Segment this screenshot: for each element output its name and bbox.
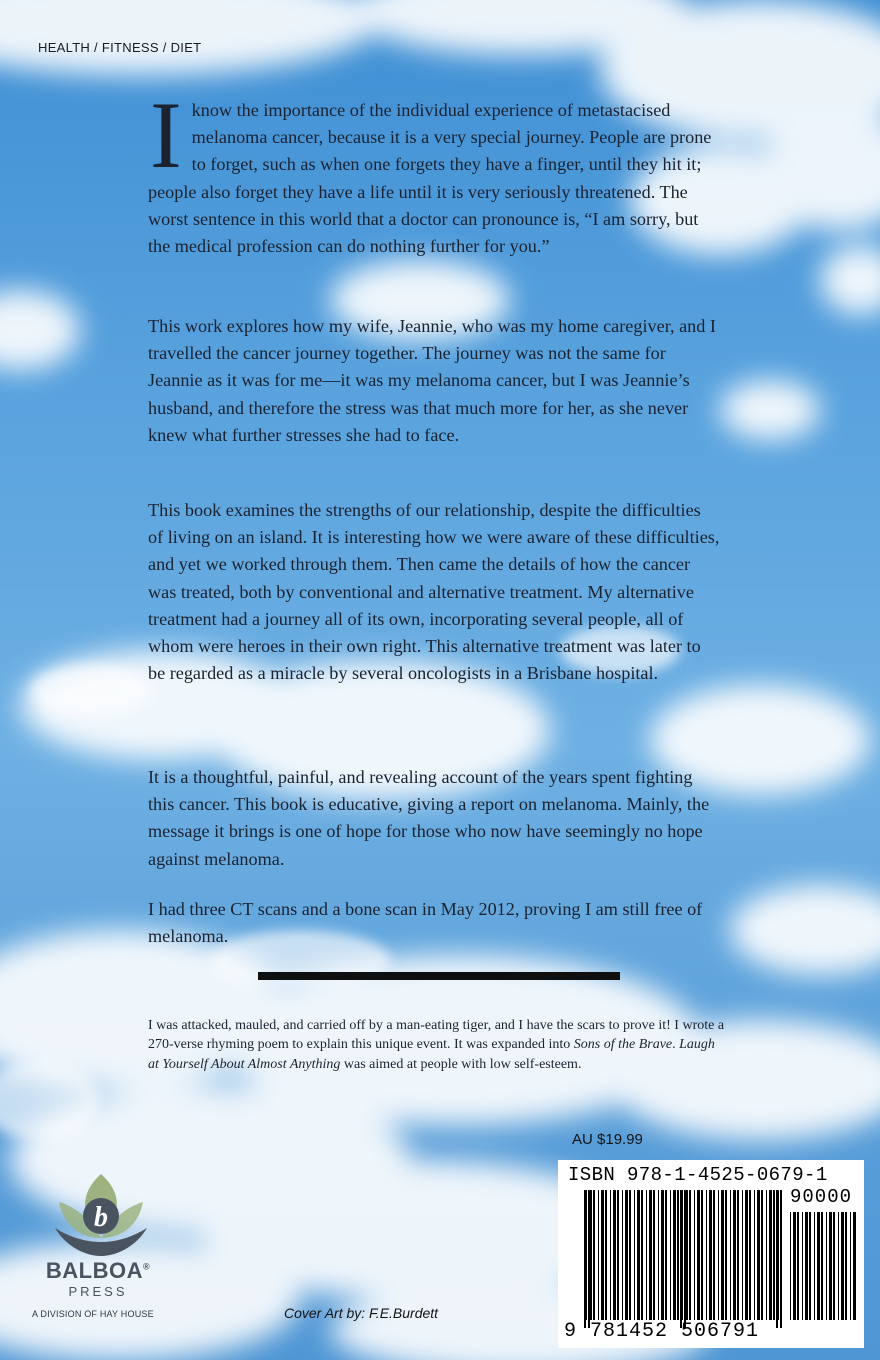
barcode-bar	[586, 1190, 587, 1320]
publisher-name-text: BALBOA	[45, 1258, 143, 1283]
barcode-bar	[733, 1190, 736, 1320]
barcode-bar	[682, 1190, 683, 1320]
barcode-bar	[721, 1190, 724, 1320]
barcode-bar	[853, 1212, 856, 1320]
category-label: HEALTH / FITNESS / DIET	[38, 40, 202, 55]
barcode-bar	[625, 1190, 628, 1320]
barcode-bar	[673, 1190, 676, 1320]
isbn-label: ISBN 978-1-4525-0679-1	[568, 1164, 828, 1186]
barcode-bar	[637, 1190, 640, 1320]
barcode-bar	[829, 1212, 832, 1320]
barcode-bar	[757, 1190, 760, 1320]
publisher-logo	[32, 1172, 166, 1332]
barcode-bar	[689, 1190, 691, 1320]
barcode-guard-bar	[584, 1190, 586, 1328]
barcode-guard-bar	[588, 1190, 590, 1328]
barcode-bar	[841, 1212, 844, 1320]
barcode-bar	[809, 1212, 811, 1320]
barcode-bar	[817, 1212, 820, 1320]
barcode-bar	[617, 1190, 619, 1320]
barcode-bar	[649, 1190, 652, 1320]
barcode-bar	[670, 1190, 671, 1320]
barcode-bar	[713, 1190, 715, 1320]
logo-letter: b	[94, 1202, 108, 1233]
barcode-guard-bar	[776, 1190, 778, 1328]
ean-digits: 9 781452 506791	[564, 1320, 760, 1343]
barcode-bar	[697, 1190, 700, 1320]
barcode-bar	[773, 1190, 775, 1320]
registered-mark: ®	[142, 1261, 151, 1272]
book-title-laugh-at-yourself: Laugh at Yourself About Almost Anything	[148, 1037, 715, 1072]
barcode-bar	[833, 1212, 835, 1320]
blurb-paragraph-2: This work explores how my wife, Jeannie, who was my home caregiver, and I travelled the cancer journey together. The journey was not the same for Jeannie as it was for me—it was my melanoma cancer, but I was Jeannie’s husband, and therefore the stress was that much more for her, as she never knew what further stresses she had to face.	[148, 316, 716, 445]
barcode-bar	[653, 1190, 655, 1320]
lotus-logo-icon	[53, 1172, 149, 1260]
barcode-bar	[661, 1190, 664, 1320]
barcode-bar	[838, 1212, 839, 1320]
cover-art-credit: Cover Art by: F.E.Burdett	[284, 1305, 439, 1321]
barcode-bar	[641, 1190, 643, 1320]
barcode-bar	[665, 1190, 667, 1320]
blurb-paragraph-1-text: know the importance of the individual experience of metastacised melanoma cancer, because it is a very special journey. People are prone to forget, such as when one forgets they have a finger, until they hit it; people also forget they have a life until it is very seriously threatened. The worst sentence in this world that a doctor can pronounce is, “I am sorry, but the medical profession can do nothing further for you.”	[148, 100, 712, 257]
isbn-barcode	[558, 1160, 864, 1348]
barcode-bar	[737, 1190, 739, 1320]
barcode-bar	[634, 1190, 635, 1320]
barcode-bar	[677, 1190, 679, 1320]
barcode-bar	[802, 1212, 803, 1320]
barcode-bar	[826, 1212, 827, 1320]
blurb-paragraph-1	[148, 82, 720, 260]
barcode-bar	[701, 1190, 703, 1320]
barcode-bar	[778, 1190, 779, 1320]
barcode-bar	[790, 1212, 791, 1320]
author-bio-text-2: .	[672, 1037, 680, 1053]
blurb-paragraph-5: I had three CT scans and a bone scan in May 2012, proving I am still free of melanoma.	[148, 899, 703, 947]
divider-rule	[258, 972, 620, 980]
barcode-bar	[821, 1212, 823, 1320]
barcode-bar	[598, 1190, 599, 1320]
barcode-bar	[850, 1212, 851, 1320]
barcode-bar	[814, 1212, 815, 1320]
publisher-name	[36, 1258, 160, 1284]
barcode-bar	[706, 1190, 707, 1320]
barcode-bar	[749, 1190, 751, 1320]
barcode-bar	[766, 1190, 767, 1320]
barcode-bar	[754, 1190, 755, 1320]
barcode-guard-bar	[684, 1190, 686, 1328]
author-bio-text-1: I was attacked, mauled, and carried off by a man-eating tiger, and I have the scars to prove it! I wrote a 270-verse rhyming poem to explain this unique event. It was expanded into	[148, 1018, 725, 1053]
barcode-bar	[610, 1190, 611, 1320]
barcode-bar	[761, 1190, 763, 1320]
publisher-division: A DIVISION OF HAY HOUSE	[32, 1309, 154, 1319]
barcode-bar	[646, 1190, 647, 1320]
barcode-guard-bar	[680, 1190, 682, 1328]
barcode-bar	[593, 1190, 595, 1320]
barcode-bar	[725, 1190, 727, 1320]
barcode-guard-bar	[780, 1190, 782, 1328]
barcode-bar	[613, 1190, 616, 1320]
author-bio-text-3: was aimed at people with low self-esteem.	[340, 1056, 582, 1072]
barcode-bar	[805, 1212, 808, 1320]
barcode-bar	[718, 1190, 719, 1320]
barcode-bar	[797, 1212, 799, 1320]
book-title-sons-of-the-brave: Sons of the Brave	[573, 1037, 673, 1053]
barcode-bar	[745, 1190, 748, 1320]
barcode-bar	[629, 1190, 631, 1320]
publisher-imprint: PRESS	[68, 1284, 128, 1299]
barcode-bar	[622, 1190, 623, 1320]
barcode-bar	[730, 1190, 731, 1320]
price-label: AU $19.99	[572, 1131, 643, 1148]
barcode-addon-number: 90000	[790, 1186, 853, 1208]
author-bio	[148, 1016, 728, 1074]
barcode-bar	[694, 1190, 695, 1320]
drop-cap: I	[150, 82, 182, 188]
barcode-bar	[709, 1190, 712, 1320]
barcode-bar	[742, 1190, 743, 1320]
barcode-bar	[658, 1190, 659, 1320]
barcode-bar	[793, 1212, 796, 1320]
blurb-paragraph-3: This book examines the strengths of our relationship, despite the difficulties of living on an island. It is interesting how we were aware of these difficulties, and yet we worked through them. Then came the details of how the cancer was treated, both by conventional and alternative treatment. My alternative treatment had a journey all of its own, incorporating several people, all of whom were heroes in their own right. This alternative treatment was later to be regarded as a miracle by several oncologists in a Brisbane hospital.	[148, 500, 720, 684]
barcode-bar	[605, 1190, 607, 1320]
barcode-bar	[845, 1212, 847, 1320]
barcode-bar	[769, 1190, 772, 1320]
blurb-paragraph-4: It is a thoughtful, painful, and revealing account of the years spent fighting this cancer. This book is educative, giving a report on melanoma. Mainly, the message it brings is one of hope for those who now have seemingly no hope against melanoma.	[148, 767, 710, 869]
barcode-bar	[601, 1190, 604, 1320]
